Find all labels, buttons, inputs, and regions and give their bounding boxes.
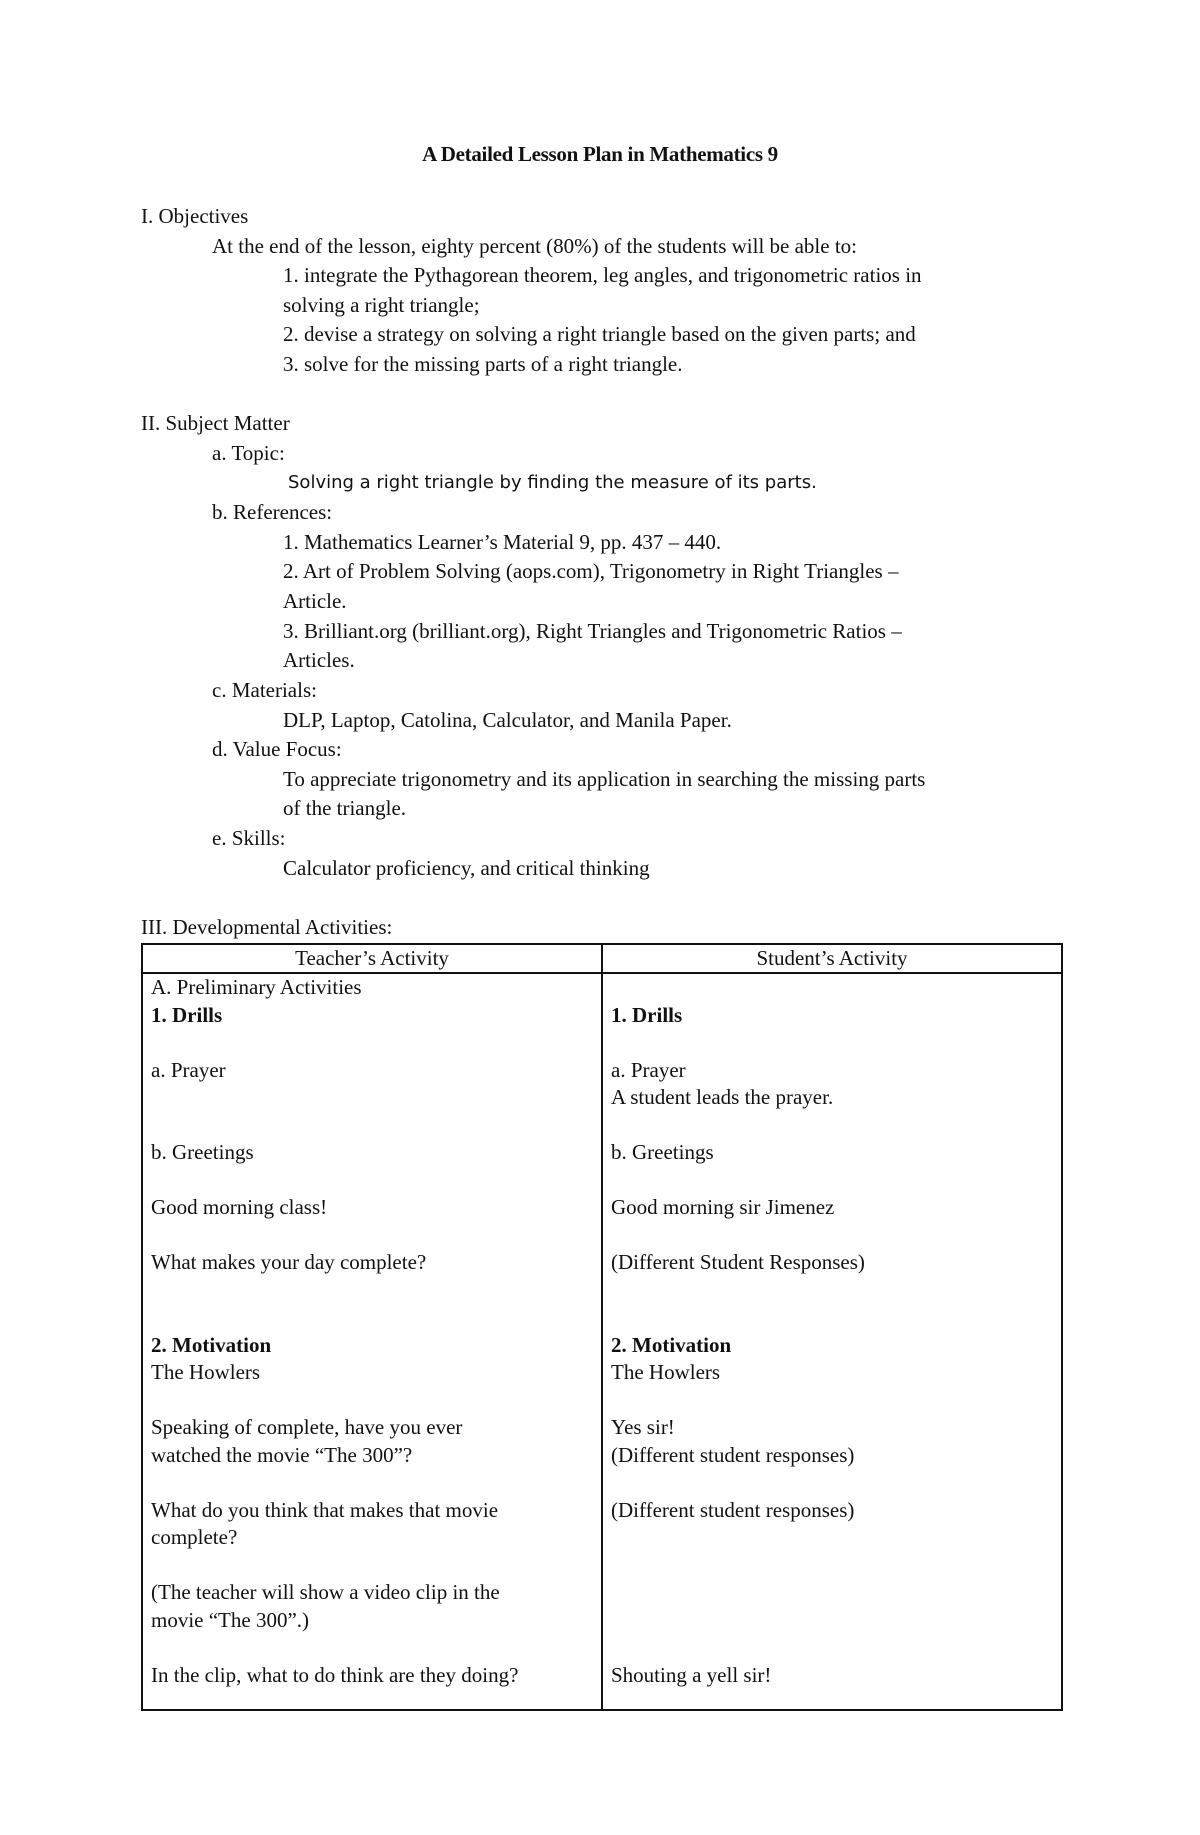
topic-text: Solving a right triangle by finding the measure of its parts. — [288, 472, 817, 493]
objective-item: 1. integrate the Pythagorean theorem, leg angles, and trigonometric ratios in — [283, 263, 922, 287]
teacher-activity-line — [151, 1634, 593, 1662]
student-activity-line: (Different student responses) — [611, 1497, 855, 1522]
teacher-activity-line: The Howlers — [151, 1360, 261, 1384]
student-activity-line — [611, 1634, 1053, 1662]
teacher-activity-line — [151, 1029, 593, 1057]
reference-item: 3. Brilliant.org (brilliant.org), Right Triangles and Trigonometric Ratios – — [283, 619, 902, 643]
activities-heading: III. Developmental Activities: — [141, 915, 393, 939]
student-activity-line: (Different student responses) — [611, 1442, 855, 1467]
teacher-activity-line: watched the movie “The 300”? — [151, 1442, 413, 1467]
references-label: b. References: — [212, 500, 333, 524]
value-focus-text: To appreciate trigonometry and its application in searching the missing parts — [283, 767, 926, 791]
document-title: A Detailed Lesson Plan in Mathematics 9 — [422, 142, 778, 166]
teacher-activity-line: (The teacher will show a video clip in the — [151, 1580, 500, 1604]
student-activity-line — [611, 1304, 1053, 1332]
student-activity-line — [611, 1277, 1053, 1305]
student-activity-line: b. Greetings — [611, 1140, 714, 1164]
teacher-activity-line — [151, 1277, 593, 1305]
student-activity-line: A student leads the prayer. — [611, 1085, 834, 1109]
reference-item: 2. Art of Problem Solving (aops.com), Trigonometry in Right Triangles – — [283, 559, 899, 583]
teacher-activity-line — [151, 1304, 593, 1332]
student-activity-line — [611, 1607, 1053, 1635]
teacher-activity-line: 1. Drills — [151, 1002, 223, 1027]
student-activity-line — [611, 1167, 1053, 1195]
student-activity-line: 2. Motivation — [611, 1332, 732, 1357]
teacher-activity-line: Good morning class! — [151, 1195, 328, 1219]
teacher-activity-line: b. Greetings — [151, 1140, 254, 1164]
student-activity-line: a. Prayer — [611, 1057, 686, 1082]
topic-label: a. Topic: — [212, 441, 285, 465]
table-row — [142, 973, 1062, 1710]
value-focus-text: of the triangle. — [283, 796, 407, 820]
teacher-activity-line: Speaking of complete, have you ever — [151, 1415, 463, 1439]
student-activity-line: (Different Student Responses) — [611, 1250, 865, 1274]
teacher-activity-line: movie “The 300”.) — [151, 1607, 310, 1632]
teacher-activity-line — [151, 1167, 593, 1195]
objective-item: 3. solve for the missing parts of a right triangle. — [283, 352, 683, 376]
objective-item: 2. devise a strategy on solving a right triangle based on the given parts; and — [283, 322, 916, 346]
teacher-activity-line: complete? — [151, 1525, 238, 1549]
teacher-activity-line: In the clip, what to do think are they doing? — [151, 1662, 519, 1687]
student-activity-line — [611, 1552, 1053, 1580]
subject-matter-heading: II. Subject Matter — [141, 411, 290, 435]
reference-item: Article. — [283, 589, 347, 613]
student-activity-line: The Howlers — [611, 1360, 721, 1384]
teacher-activity-line — [151, 1469, 593, 1497]
reference-item: Articles. — [283, 648, 355, 672]
teacher-activity-line — [151, 1387, 593, 1415]
student-activity-line: 1. Drills — [611, 1002, 683, 1027]
objectives-intro: At the end of the lesson, eighty percent (80%) of the students will be able to: — [212, 234, 858, 258]
student-activity-line — [611, 974, 1053, 1002]
teacher-activity-line: What makes your day complete? — [151, 1250, 427, 1274]
reference-item: 1. Mathematics Learner’s Material 9, pp. 437 – 440. — [283, 530, 722, 554]
materials-text: DLP, Laptop, Catolina, Calculator, and Manila Paper. — [283, 708, 732, 732]
student-activity-line: Shouting a yell sir! — [611, 1662, 772, 1687]
teacher-activity-line: 2. Motivation — [151, 1332, 272, 1357]
teacher-activity-line: A. Preliminary Activities — [151, 975, 362, 999]
skills-label: e. Skills: — [212, 826, 286, 850]
teacher-activity-line: What do you think that makes that movie — [151, 1497, 499, 1522]
student-activity-line: Yes sir! — [611, 1415, 675, 1439]
student-activity-cell — [602, 973, 1062, 1710]
student-activity-line — [611, 1387, 1053, 1415]
teacher-activity-line — [151, 1084, 593, 1112]
value-focus-label: d. Value Focus: — [212, 737, 342, 761]
teacher-activity-cell — [142, 973, 602, 1710]
table-header-row — [142, 944, 1062, 973]
student-column-header: Student’s Activity — [602, 944, 1062, 973]
materials-label: c. Materials: — [212, 678, 317, 702]
teacher-activity-line: a. Prayer — [151, 1057, 226, 1082]
student-activity-line — [611, 1222, 1053, 1250]
teacher-column-header: Teacher’s Activity — [142, 944, 602, 973]
teacher-activity-line — [151, 1222, 593, 1250]
student-activity-line — [611, 1029, 1053, 1057]
objectives-heading: I. Objectives — [141, 204, 249, 228]
teacher-activity-line — [151, 1112, 593, 1140]
student-activity-line — [611, 1112, 1053, 1140]
student-activity-line — [611, 1524, 1053, 1552]
student-activity-line — [611, 1579, 1053, 1607]
objective-item: solving a right triangle; — [283, 293, 480, 317]
skills-text: Calculator proficiency, and critical thinking — [283, 856, 650, 880]
student-activity-line — [611, 1469, 1053, 1497]
activities-table — [141, 943, 1063, 1711]
student-activity-line: Good morning sir Jimenez — [611, 1195, 835, 1219]
teacher-activity-line — [151, 1552, 593, 1580]
